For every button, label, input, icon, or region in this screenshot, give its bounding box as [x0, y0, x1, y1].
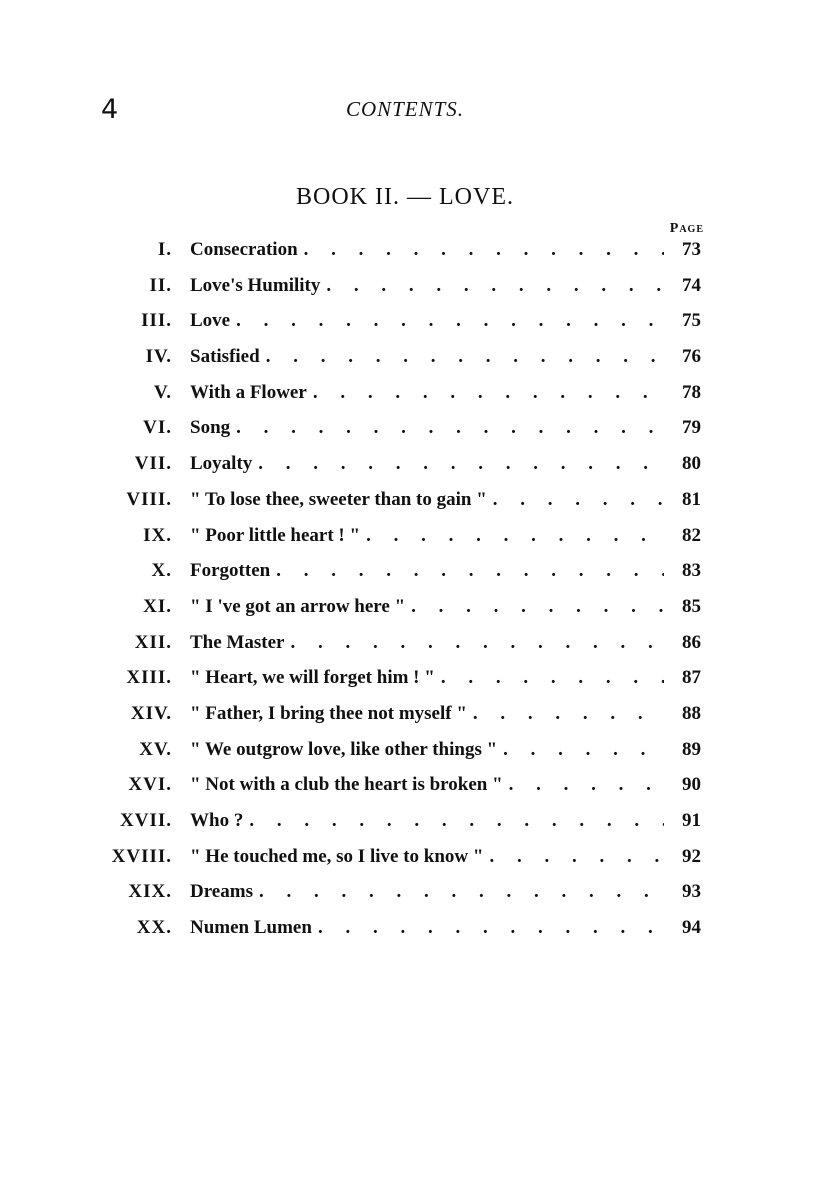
- toc-entry: [0, 703, 840, 739]
- toc-page-number: 93: [682, 881, 701, 903]
- toc-entry: [0, 917, 840, 953]
- toc-title: With a Flower: [190, 381, 307, 403]
- toc-page-number: 83: [682, 560, 701, 582]
- toc-title: " Heart, we will forget him ! ": [190, 667, 435, 689]
- toc-title: Loyalty: [190, 453, 253, 475]
- toc-numeral: XVIII.: [111, 845, 172, 867]
- toc-numeral: XI.: [143, 595, 172, 617]
- dot-leader: [276, 560, 664, 582]
- toc-numeral: VIII.: [126, 488, 172, 510]
- toc-title: " Father, I bring thee not myself ": [190, 702, 467, 724]
- toc-title: Dreams: [190, 881, 253, 903]
- toc-page-number: 82: [682, 524, 701, 546]
- toc-page-number: 74: [682, 274, 701, 296]
- toc-entry: [0, 382, 840, 418]
- toc-title: " To lose thee, sweeter than to gain ": [190, 488, 487, 510]
- toc-entry: [0, 275, 840, 311]
- toc-title: " He touched me, so I live to know ": [190, 845, 484, 867]
- toc-page-number: 81: [682, 488, 701, 510]
- toc-title: " Poor little heart ! ": [190, 524, 361, 546]
- toc-entry: [0, 453, 840, 489]
- toc-title: The Master: [190, 631, 285, 653]
- dot-leader: [318, 917, 664, 939]
- toc-entry: [0, 525, 840, 561]
- toc-numeral: IV.: [145, 346, 172, 368]
- toc-page-number: 78: [682, 381, 701, 403]
- toc-page-number: 94: [682, 917, 701, 939]
- toc-page-number: 75: [682, 310, 701, 332]
- toc-numeral: I.: [157, 239, 172, 260]
- toc-numeral: VI.: [143, 417, 172, 439]
- table-of-contents: [0, 239, 840, 953]
- toc-title: " Not with a club the heart is broken ": [190, 774, 503, 796]
- dot-leader: [313, 382, 664, 404]
- toc-title: " I 've got an arrow here ": [190, 595, 406, 617]
- dot-leader: [441, 667, 664, 689]
- dot-leader: [266, 346, 664, 368]
- toc-numeral: III.: [141, 310, 172, 332]
- toc-numeral: XVII.: [120, 810, 172, 831]
- toc-title: Satisfied: [190, 346, 260, 368]
- dot-leader: [249, 810, 664, 832]
- toc-numeral: V.: [153, 381, 172, 403]
- dot-leader: [503, 739, 664, 761]
- toc-numeral: XIII.: [126, 667, 172, 689]
- toc-page-number: 79: [682, 417, 701, 439]
- toc-entry: [0, 346, 840, 382]
- toc-numeral: XII.: [134, 631, 172, 653]
- toc-numeral: XVI.: [128, 774, 172, 796]
- toc-page-number: 89: [682, 738, 701, 760]
- toc-page-number: 85: [682, 595, 701, 617]
- toc-entry: [0, 560, 840, 596]
- page-column-label: Page: [669, 221, 704, 236]
- toc-title: Song: [190, 417, 231, 439]
- toc-entry: [0, 417, 840, 453]
- toc-entry: [0, 810, 840, 846]
- toc-page-number: 92: [682, 845, 701, 867]
- dot-leader: [326, 275, 664, 297]
- toc-page-number: 73: [682, 239, 701, 260]
- toc-page-number: 86: [682, 631, 701, 653]
- dot-leader: [258, 453, 664, 475]
- toc-entry: [0, 596, 840, 632]
- toc-numeral: II.: [149, 274, 172, 296]
- page-number: 4: [101, 94, 119, 125]
- toc-title: Love's Humility: [190, 274, 321, 296]
- toc-entry: [0, 239, 840, 275]
- toc-title: Numen Lumen: [190, 917, 312, 939]
- toc-entry: [0, 846, 840, 882]
- toc-title: Consecration: [190, 239, 298, 260]
- toc-numeral: IX.: [143, 524, 172, 546]
- toc-page-number: 87: [682, 667, 701, 689]
- toc-entry: [0, 881, 840, 917]
- toc-numeral: XX.: [136, 917, 172, 939]
- toc-title: Love: [190, 310, 231, 332]
- toc-entry: [0, 774, 840, 810]
- toc-numeral: XIV.: [130, 702, 172, 724]
- toc-page-number: 80: [682, 453, 701, 475]
- toc-page-number: 88: [682, 702, 701, 724]
- toc-page-number: 76: [682, 346, 701, 368]
- toc-entry: [0, 667, 840, 703]
- dot-leader: [236, 310, 664, 332]
- dot-leader: [366, 525, 664, 547]
- dot-leader: [290, 632, 664, 654]
- toc-entry: [0, 632, 840, 668]
- dot-leader: [509, 774, 664, 796]
- running-head: CONTENTS.: [345, 97, 465, 121]
- dot-leader: [411, 596, 664, 618]
- dot-leader: [473, 703, 664, 725]
- toc-title: Who ?: [190, 810, 244, 831]
- dot-leader: [304, 239, 664, 261]
- toc-title: Forgotten: [190, 560, 271, 582]
- toc-title: " We outgrow love, like other things ": [190, 738, 498, 760]
- book-title: BOOK II. — LOVE.: [296, 184, 514, 210]
- toc-numeral: XIX.: [128, 881, 172, 903]
- toc-numeral: XV.: [139, 738, 172, 760]
- toc-page-number: 90: [682, 774, 701, 796]
- toc-entry: [0, 310, 840, 346]
- toc-entry: [0, 489, 840, 525]
- toc-entry: [0, 739, 840, 775]
- toc-page-number: 91: [682, 810, 701, 831]
- dot-leader: [236, 417, 664, 439]
- dot-leader: [259, 881, 664, 903]
- toc-numeral: VII.: [134, 453, 172, 475]
- dot-leader: [489, 846, 664, 868]
- toc-numeral: X.: [151, 560, 172, 582]
- dot-leader: [493, 489, 664, 511]
